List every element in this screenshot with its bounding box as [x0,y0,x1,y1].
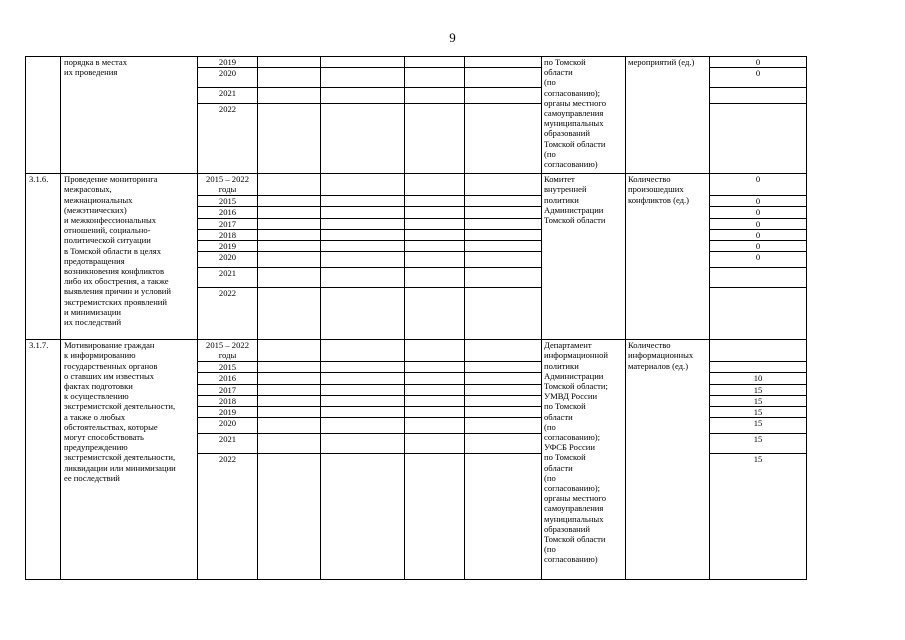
empty-cell [465,362,542,373]
empty-cell [258,340,321,362]
empty-cell [405,384,465,395]
executor-line: (по [544,77,556,88]
empty-cell [405,395,465,406]
empty-cell [321,384,405,395]
empty-cell [465,241,542,252]
empty-cell [258,268,321,288]
empty-cell [465,229,542,240]
item-name-line: порядка в местах [64,57,127,67]
empty-cell [258,434,321,454]
value-cell: 0 [710,229,807,240]
item-name-line: их последствий [64,317,122,328]
item-name-line: к осуществлению [64,391,129,402]
empty-cell [465,104,542,174]
empty-cell [405,362,465,373]
item-name-line: Мотивирование граждан [64,340,155,351]
empty-cell [321,88,405,104]
executor-line: органы местного [544,493,606,504]
item-name-line: предупреждению [64,442,128,453]
executor-line: информационной [544,350,609,361]
item-name-line: межрасовых, [64,184,112,195]
empty-cell [465,88,542,104]
year-cell: 2016 [198,207,258,218]
empty-cell [321,362,405,373]
empty-cell [321,174,405,196]
item-name-line: либо их обострения, а также [64,276,169,287]
empty-cell [405,241,465,252]
empty-cell [321,241,405,252]
value-cell: 0 [710,241,807,252]
year-cell: 2017 [198,218,258,229]
executor-line: области [544,67,573,78]
table-row [26,57,867,68]
item-name-line: и минимизации [64,306,122,317]
executor-line: муниципальных [544,513,604,524]
value-cell: 0 [710,196,807,207]
executor-line: по Томской [544,452,586,463]
empty-cell [321,68,405,88]
executor-line: согласованию); [544,432,601,443]
executor-cell [542,340,626,580]
executor-line: Комитет [544,174,575,185]
item-name-line: (межэтнических) [64,204,127,215]
value-cell [710,340,807,362]
empty-cell [465,288,542,340]
item-name-line: и межконфессиональных [64,215,157,226]
executor-line: (по [544,421,556,432]
empty-cell [405,218,465,229]
executor-line: по Томской [544,57,586,67]
empty-cell [321,288,405,340]
executor-line: УМВД России [544,391,598,402]
item-number: 3.1.6. [26,174,61,340]
empty-cell [321,395,405,406]
value-cell: 0 [710,207,807,218]
year-cell: 2020 [198,252,258,268]
item-name-line: фактах подготовки [64,381,133,392]
empty-cell [405,340,465,362]
indicator-cell [626,340,710,580]
empty-cell [465,252,542,268]
item-name-line: отношений, социально- [64,225,151,236]
year-cell: 2015 – 2022 годы [198,340,258,362]
executor-line: согласованию); [544,483,601,494]
item-number: 3.1.7. [26,340,61,580]
year-cell: 2018 [198,229,258,240]
year-cell: 2020 [198,68,258,88]
year-cell: 2021 [198,268,258,288]
year-cell: 2019 [198,57,258,68]
empty-cell [405,88,465,104]
value-cell: 0 [710,68,807,88]
value-cell [710,362,807,373]
year-cell: 2019 [198,241,258,252]
empty-cell [258,174,321,196]
item-name-line: их проведения [64,67,118,78]
executor-line: согласованию); [544,87,601,98]
empty-cell [258,384,321,395]
executor-line: (по [544,544,556,555]
item-name [61,340,198,580]
executor-line: УФСБ России [544,442,595,453]
empty-cell [258,362,321,373]
indicator-cell [626,174,710,340]
empty-cell [465,395,542,406]
empty-cell [405,252,465,268]
table-row [26,340,867,362]
executor-line: Томской области [544,534,606,545]
executor-line: политики [544,360,579,371]
empty-cell [405,196,465,207]
empty-cell [321,454,405,580]
executor-line: (по [544,472,556,483]
executor-line: Администрации [544,370,604,381]
empty-cell [465,68,542,88]
year-cell: 2016 [198,373,258,384]
executor-line: по Томской [544,401,586,412]
executor-line: Департамент [544,340,592,351]
value-cell: 15 [710,407,807,418]
value-cell: 0 [710,252,807,268]
value-cell: 0 [710,57,807,68]
item-name-line: Проведение мониторинга [64,174,158,185]
executor-line: Администрации [544,204,604,215]
year-cell: 2021 [198,88,258,104]
executor-line: образований [544,128,590,139]
empty-cell [465,57,542,68]
empty-cell [465,196,542,207]
year-cell: 2017 [198,384,258,395]
empty-cell [465,218,542,229]
empty-cell [321,57,405,68]
indicator-line: Количество [628,340,671,351]
executor-line: муниципальных [544,118,604,129]
indicator-cell [626,57,710,174]
empty-cell [321,268,405,288]
executor-line: политики [544,194,579,205]
empty-cell [405,268,465,288]
empty-cell [258,229,321,240]
indicator-line: информационных [628,350,694,361]
empty-cell [321,418,405,434]
item-name-line: в Томской области в целях [64,245,162,256]
item-name-line: обстоятельствах, которые [64,421,158,432]
item-name-line: а также о любых [64,411,126,422]
item-name-line: к информированию [64,350,136,361]
year-cell: 2020 [198,418,258,434]
item-name-line: выявления причин и условий [64,286,171,297]
empty-cell [258,57,321,68]
value-cell [710,88,807,104]
year-cell: 2022 [198,104,258,174]
value-cell: 15 [710,384,807,395]
empty-cell [258,454,321,580]
empty-cell [258,373,321,384]
executor-line: самоуправления [544,108,604,119]
item-name-line: экстремистских проявлений [64,296,168,307]
empty-cell [321,434,405,454]
executor-cell [542,57,626,174]
executor-line: внутренней [544,184,587,195]
executor-cell [542,174,626,340]
item-name-line: межнациональных [64,194,133,205]
item-name [61,174,198,340]
empty-cell [405,454,465,580]
empty-cell [258,252,321,268]
item-name-line: государственных органов [64,360,158,371]
empty-cell [465,384,542,395]
value-cell: 0 [710,174,807,196]
executor-line: согласованию) [544,159,598,170]
empty-cell [258,288,321,340]
empty-cell [405,288,465,340]
empty-cell [258,418,321,434]
executor-line: образований [544,523,590,534]
item-name-line: ее последствий [64,472,120,483]
empty-cell [405,373,465,384]
empty-cell [465,418,542,434]
item-name-line: экстремистской деятельности, [64,401,176,412]
value-cell: 0 [710,218,807,229]
empty-cell [405,229,465,240]
value-cell: 15 [710,434,807,454]
empty-cell [405,68,465,88]
indicator-line: Количество [628,174,671,185]
empty-cell [258,241,321,252]
empty-cell [258,88,321,104]
item-name-line: политической ситуации [64,235,151,246]
empty-cell [321,104,405,174]
value-cell: 15 [710,418,807,434]
year-cell: 2015 – 2022 годы [198,174,258,196]
empty-cell [405,57,465,68]
empty-cell [465,340,542,362]
empty-cell [465,434,542,454]
value-cell [710,104,807,174]
year-cell: 2015 [198,362,258,373]
empty-cell [321,252,405,268]
empty-cell [321,340,405,362]
year-cell: 2019 [198,407,258,418]
item-number [26,57,61,174]
empty-cell [465,454,542,580]
year-cell: 2022 [198,454,258,580]
empty-cell [405,104,465,174]
empty-cell [465,174,542,196]
empty-cell [258,207,321,218]
empty-cell [405,207,465,218]
executor-line: органы местного [544,97,606,108]
indicator-line: материалов (ед.) [628,360,689,371]
value-cell: 15 [710,454,807,580]
program-table [25,56,867,580]
empty-cell [258,407,321,418]
table-row [26,174,867,196]
indicator-line: мероприятий (ед.) [628,57,695,67]
executor-line: области [544,462,573,473]
value-cell [710,288,807,340]
empty-cell [465,268,542,288]
item-name-line: предотвращения [64,255,125,266]
empty-cell [258,104,321,174]
year-cell: 2018 [198,395,258,406]
year-cell: 2015 [198,196,258,207]
value-cell: 10 [710,373,807,384]
executor-line: самоуправления [544,503,604,514]
empty-cell [258,196,321,207]
item-name-line: ликвидации или минимизации [64,462,176,473]
value-cell [710,268,807,288]
item-name-line: возникновения конфликтов [64,266,165,277]
year-cell: 2021 [198,434,258,454]
empty-cell [405,174,465,196]
empty-cell [321,229,405,240]
executor-line: согласованию) [544,554,598,565]
value-cell: 15 [710,395,807,406]
empty-cell [405,418,465,434]
indicator-line: произошедших [628,184,684,195]
empty-cell [465,407,542,418]
empty-cell [321,196,405,207]
executor-line: Томской области; [544,381,608,392]
empty-cell [321,373,405,384]
empty-cell [465,207,542,218]
executor-line: области [544,411,573,422]
executor-line: Томской области [544,138,606,149]
indicator-line: конфликтов (ед.) [628,194,690,205]
item-name-line: могут способствовать [64,432,144,443]
empty-cell [405,434,465,454]
empty-cell [258,68,321,88]
empty-cell [405,407,465,418]
empty-cell [258,218,321,229]
empty-cell [321,218,405,229]
item-name-line: экстремистской деятельности, [64,452,176,463]
empty-cell [321,407,405,418]
empty-cell [258,395,321,406]
year-cell: 2022 [198,288,258,340]
executor-line: (по [544,148,556,159]
page-number: 9 [449,30,456,45]
executor-line: Томской области [544,215,606,226]
empty-cell [465,373,542,384]
item-name [61,57,198,174]
item-name-line: о ставших им известных [64,370,155,381]
empty-cell [321,207,405,218]
